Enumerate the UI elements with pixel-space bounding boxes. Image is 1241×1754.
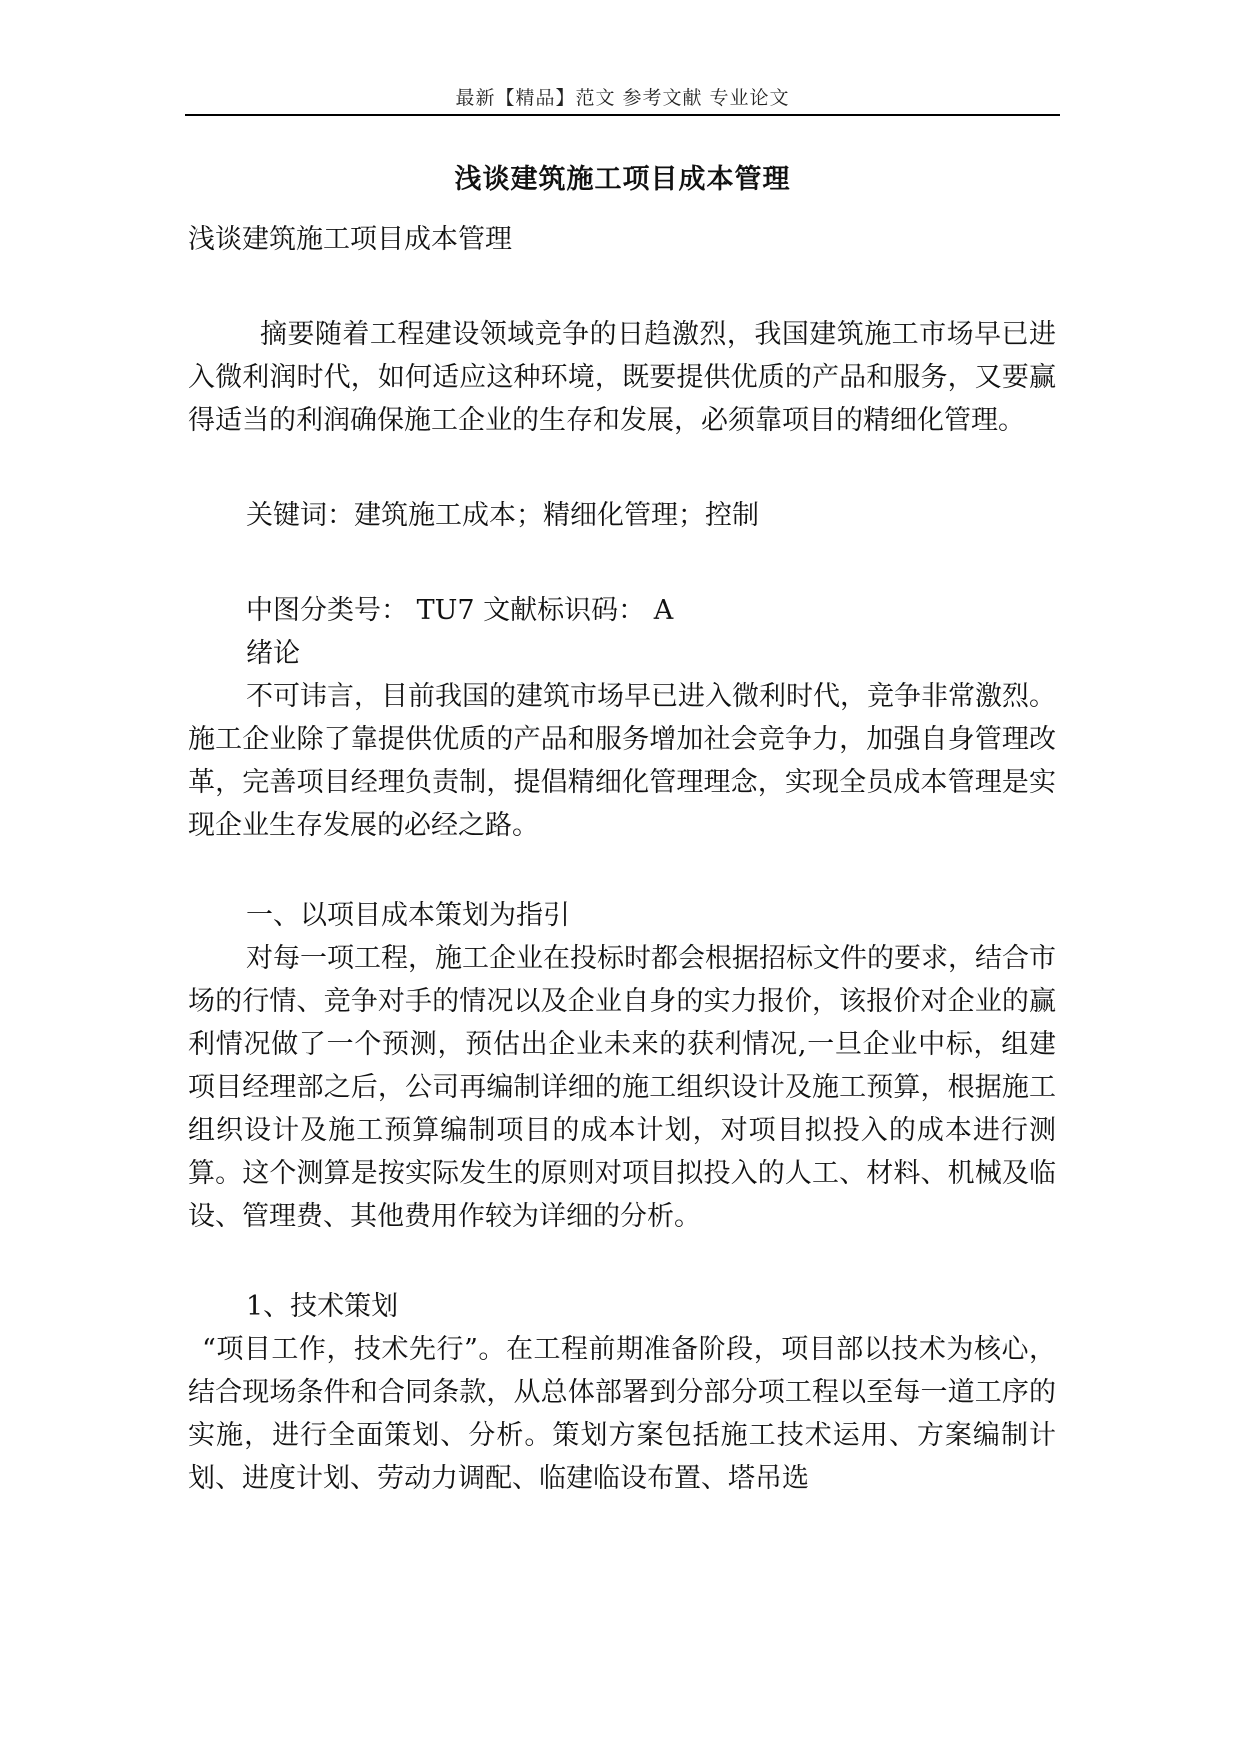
subsection1-heading: 1、技术策划	[246, 1291, 399, 1322]
document-title: 浅谈建筑施工项目成本管理	[454, 164, 791, 195]
document-subtitle: 浅谈建筑施工项目成本管理	[188, 224, 512, 255]
subsection1-paragraph: “项目工作，技术先行”。在工程前期准备阶段，项目部以技术为核心，结合现场条件和合同条款，从总体部署到分部分项工程以至每一道工序的实施，进行全面策划、分析。策划方案包括施工技术运用、方案编制计划、进度计划、劳动力调配、临建临设布置、塔吊选	[188, 1334, 1056, 1494]
section1-paragraph: 对每一项工程，施工企业在投标时都会根据招标文件的要求，结合市场的行情、竞争对手的情况以及企业自身的实力报价，该报价对企业的赢利情况做了一个预测，预估出企业未来的获利情况,一旦企业中标，组建项目经理部之后，公司再编制详细的施工组织设计及施工预算，根据施工组织设计及施工预算编制项目的成本计划，对项目拟投入的成本进行测算。这个测算是按实际发生的原则对项目拟投入的人工、材料、机械及临设、管理费、其他费用作较为详细的分析。	[188, 943, 1056, 1232]
page-header: 最新【精品】范文 参考文献 专业论文	[455, 87, 790, 109]
spacer	[188, 847, 1056, 894]
document-body	[188, 218, 1056, 1500]
spacer	[188, 442, 1056, 494]
spacer	[188, 261, 1056, 313]
header-divider	[185, 114, 1060, 116]
section1-heading: 一、以项目成本策划为指引	[246, 900, 570, 931]
intro-heading: 绪论	[246, 638, 300, 669]
keywords-line: 关键词：建筑施工成本；精细化管理；控制	[246, 500, 759, 531]
spacer	[188, 1238, 1056, 1285]
spacer	[188, 537, 1056, 589]
abstract-paragraph: 摘要随着工程建设领域竞争的日趋激烈，我国建筑施工市场早已进入微利润时代，如何适应这种环境，既要提供优质的产品和服务，又要赢得适当的利润确保施工企业的生存和发展，必须靠项目的精细化管理。	[188, 319, 1056, 436]
classification-line: 中图分类号： TU7 文献标识码： A	[246, 595, 674, 626]
intro-paragraph: 不可讳言，目前我国的建筑市场早已进入微利时代，竞争非常激烈。施工企业除了靠提供优质的产品和服务增加社会竞争力，加强自身管理改革，完善项目经理负责制，提倡精细化管理理念，实现全员成本管理是实现企业生存发展的必经之路。	[188, 681, 1056, 841]
